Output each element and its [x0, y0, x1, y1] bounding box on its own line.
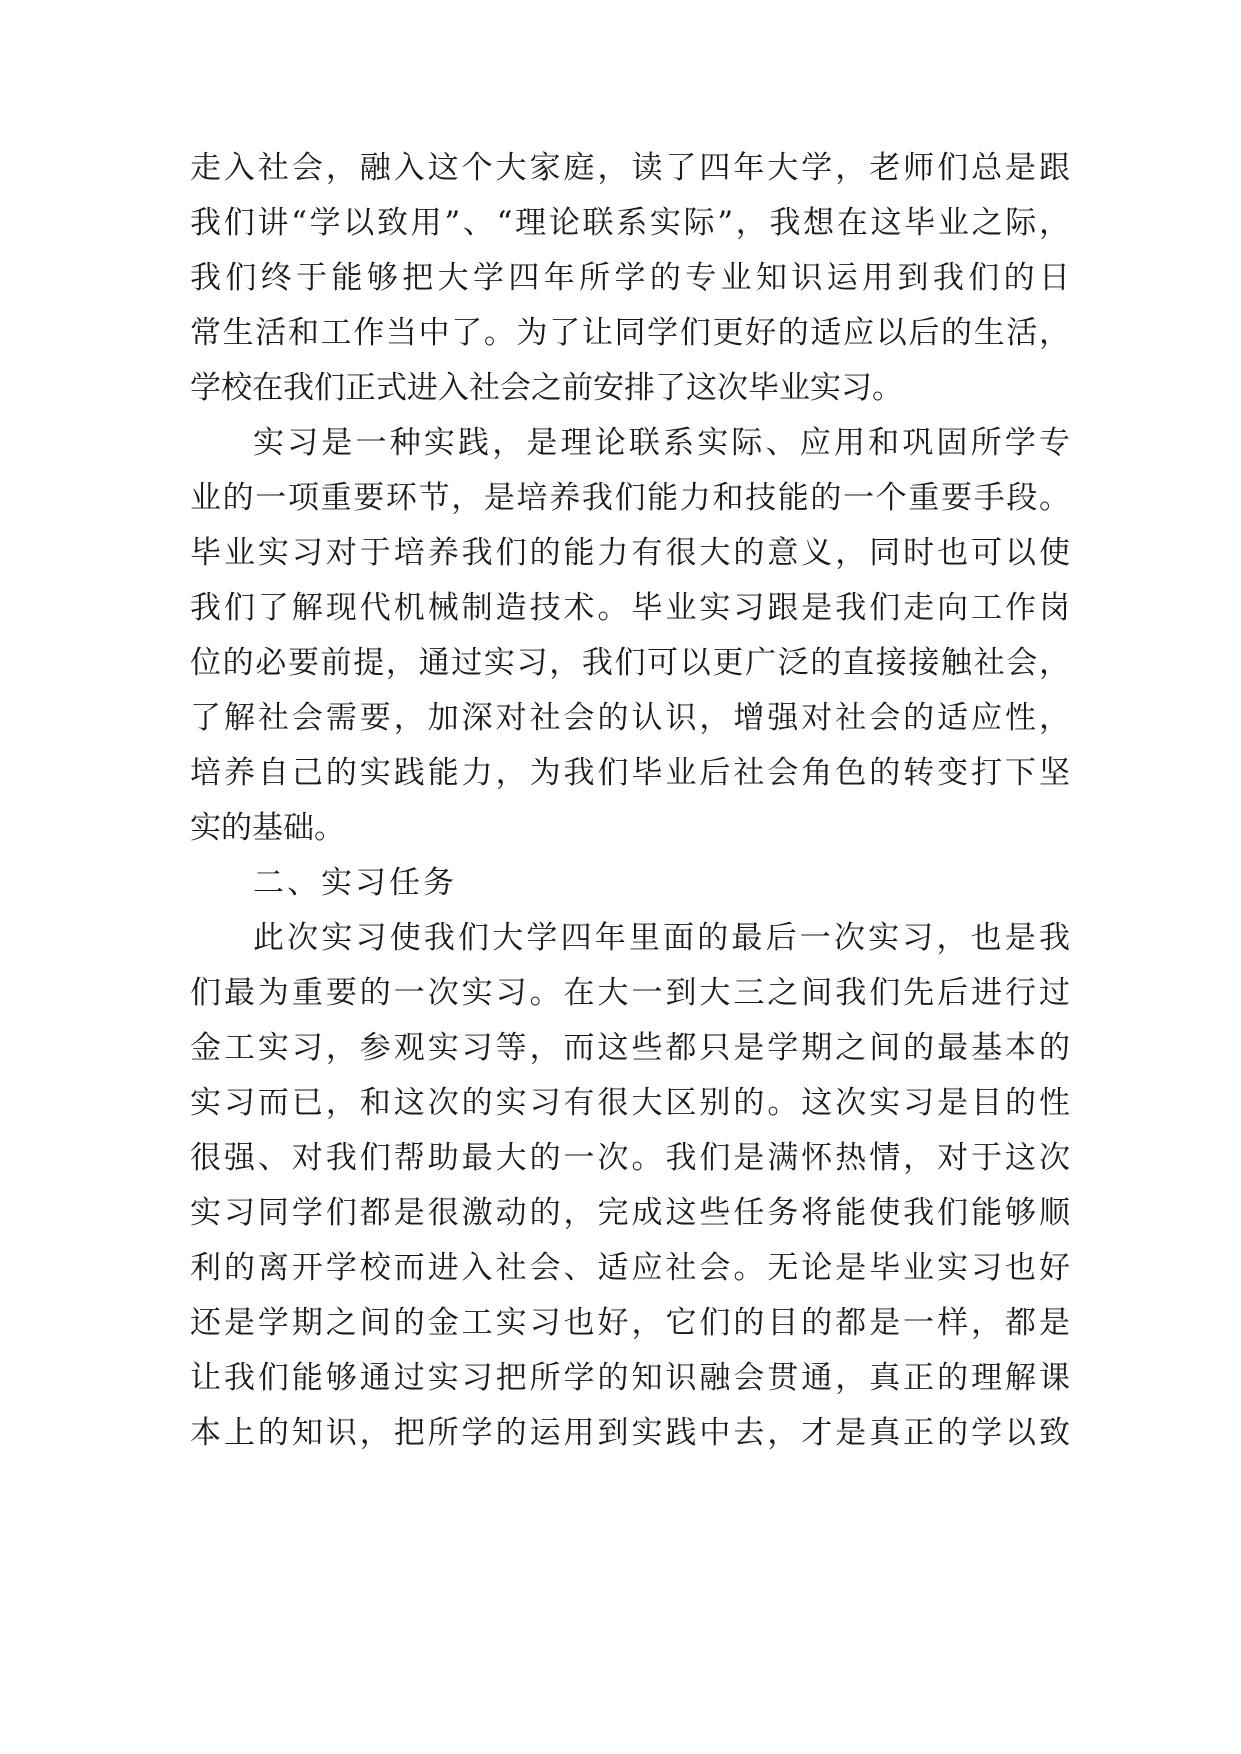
body-text-line: 让我们能够通过实习把所学的知识融会贯通，真正的理解课 [190, 1360, 1070, 1396]
body-text-line: 我们了解现代机械制造技术。毕业实习跟是我们走向工作岗 [190, 590, 1070, 626]
body-text-line: 培养自己的实践能力，为我们毕业后社会角色的转变打下坚 [190, 755, 1070, 791]
body-text-line: 们最为重要的一次实习。在大一到大三之间我们先后进行过 [190, 975, 1070, 1011]
section-heading: 二、实习任务 [253, 865, 457, 901]
body-text-line: 还是学期之间的金工实习也好，它们的目的都是一样，都是 [190, 1305, 1070, 1341]
body-text-line: 我们终于能够把大学四年所学的专业知识运用到我们的日 [190, 260, 1070, 296]
body-text-line: 学校在我们正式进入社会之前安排了这次毕业实习。 [190, 370, 903, 406]
body-text-line: 业的一项重要环节，是培养我们能力和技能的一个重要手段。 [190, 480, 1070, 516]
body-text-line: 我们讲“学以致用”、“理论联系实际”，我想在这毕业之际， [190, 205, 1070, 241]
body-text-line: 毕业实习对于培养我们的能力有很大的意义，同时也可以使 [190, 535, 1070, 571]
body-text-line: 本上的知识，把所学的运用到实践中去，才是真正的学以致 [190, 1415, 1070, 1451]
body-text-line: 实习同学们都是很激动的，完成这些任务将能使我们能够顺 [190, 1195, 1070, 1231]
body-text-line: 利的离开学校而进入社会、适应社会。无论是毕业实习也好 [190, 1250, 1070, 1286]
paragraph-first-line: 实习是一种实践，是理论联系实际、应用和巩固所学专 [253, 425, 1070, 461]
body-text-line: 了解社会需要，加深对社会的认识，增强对社会的适应性， [190, 700, 1070, 736]
body-text-line: 走入社会，融入这个大家庭，读了四年大学，老师们总是跟 [190, 150, 1070, 186]
body-text-line: 实习而已，和这次的实习有很大区别的。这次实习是目的性 [190, 1085, 1070, 1121]
body-text-line: 金工实习，参观实习等，而这些都只是学期之间的最基本的 [190, 1030, 1070, 1066]
body-text-line: 实的基础。 [190, 810, 345, 846]
body-text-line: 位的必要前提，通过实习，我们可以更广泛的直接接触社会， [190, 645, 1070, 681]
body-text-line: 很强、对我们帮助最大的一次。我们是满怀热情，对于这次 [190, 1140, 1070, 1176]
paragraph-first-line: 此次实习使我们大学四年里面的最后一次实习，也是我 [253, 920, 1070, 956]
body-text-line: 常生活和工作当中了。为了让同学们更好的适应以后的生活， [190, 315, 1070, 351]
